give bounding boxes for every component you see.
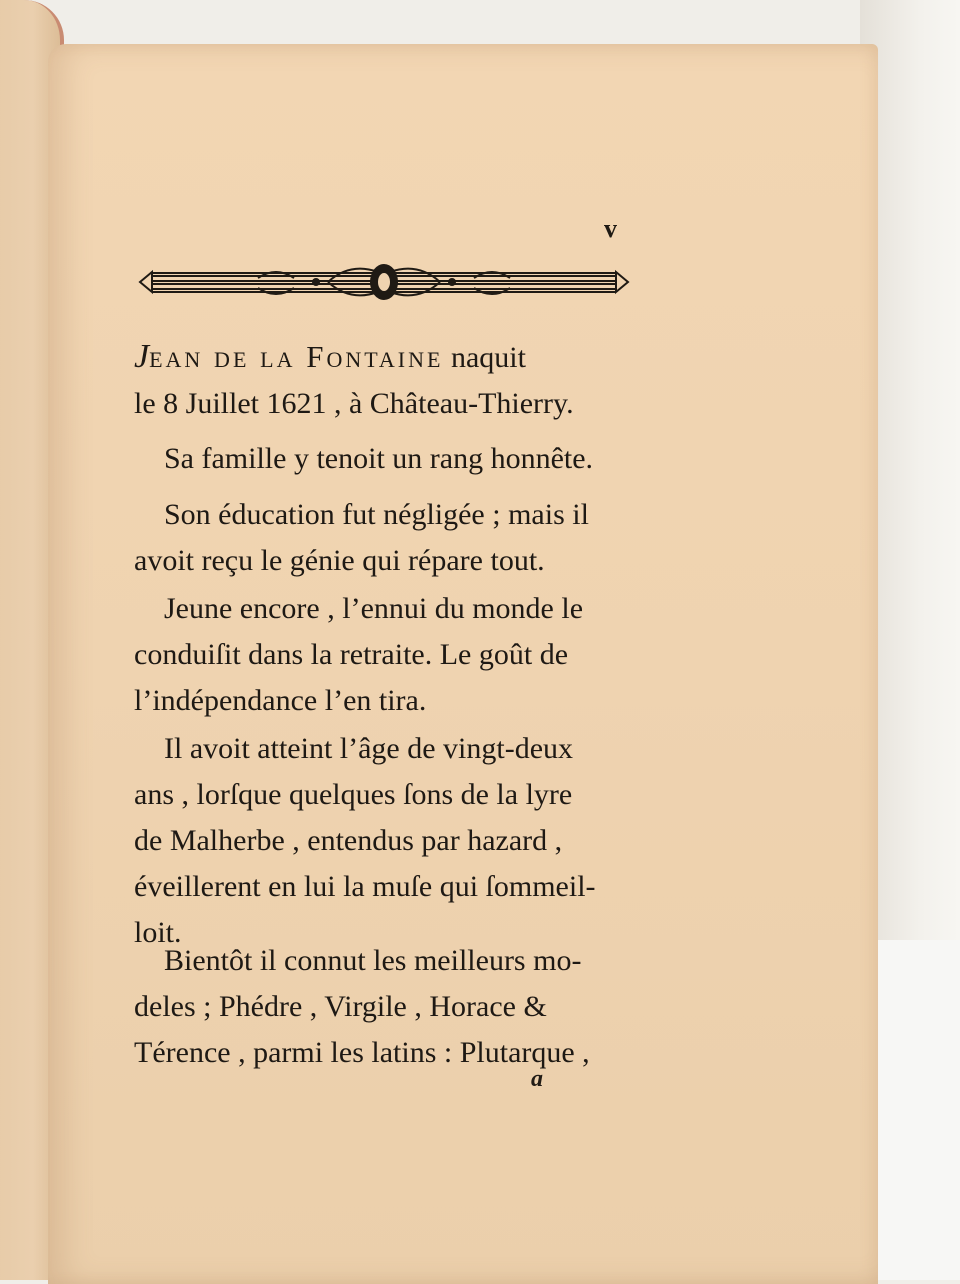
text-line: loit. [134,916,182,949]
text-line: ans , lorſque quelques ſons de la lyre [134,778,573,811]
text-line: Bientôt il connut les meilleurs mo- [164,944,582,977]
author-name: ean de la Fontaine [149,339,444,374]
paragraph-youth [134,586,583,724]
paragraph-muse [134,726,596,956]
paragraph-birth [134,334,574,427]
text-line: conduiſit dans la retraite. Le goût de [134,638,569,671]
initial-letter: J [134,338,150,375]
text-line: Térence , parmi les latins : Plutarque , [134,1036,590,1069]
text-line: Il avoit atteint l’âge de vingt-deux [164,732,574,765]
paragraph-family [134,436,593,482]
text-line: Son éducation fut négligée ; mais il [164,498,589,531]
text-line: Sa famille y tenoit un rang honnête. [164,442,594,475]
signature-mark: a [531,1066,543,1092]
text-line: l’indépendance l’en tira. [134,684,427,717]
text-line [134,334,574,381]
headpiece-ornament [138,260,630,304]
text-line: Jeune encore , l’ennui du monde le [164,592,584,625]
page-number: v [604,214,617,243]
text-line: éveillerent en lui la muſe qui ſommeil- [134,870,596,903]
text-span: naquit [443,341,526,374]
text-line: avoit reçu le génie qui répare tout. [134,544,545,577]
paragraph-education [134,492,589,584]
paragraph-models [134,938,590,1076]
text-line: deles ; Phédre , Virgile , Horace & [134,990,547,1023]
text-line: le 8 Juillet 1621 , à Château-Thierry. [134,387,574,420]
text-line: de Malherbe , entendus par hazard , [134,824,563,857]
